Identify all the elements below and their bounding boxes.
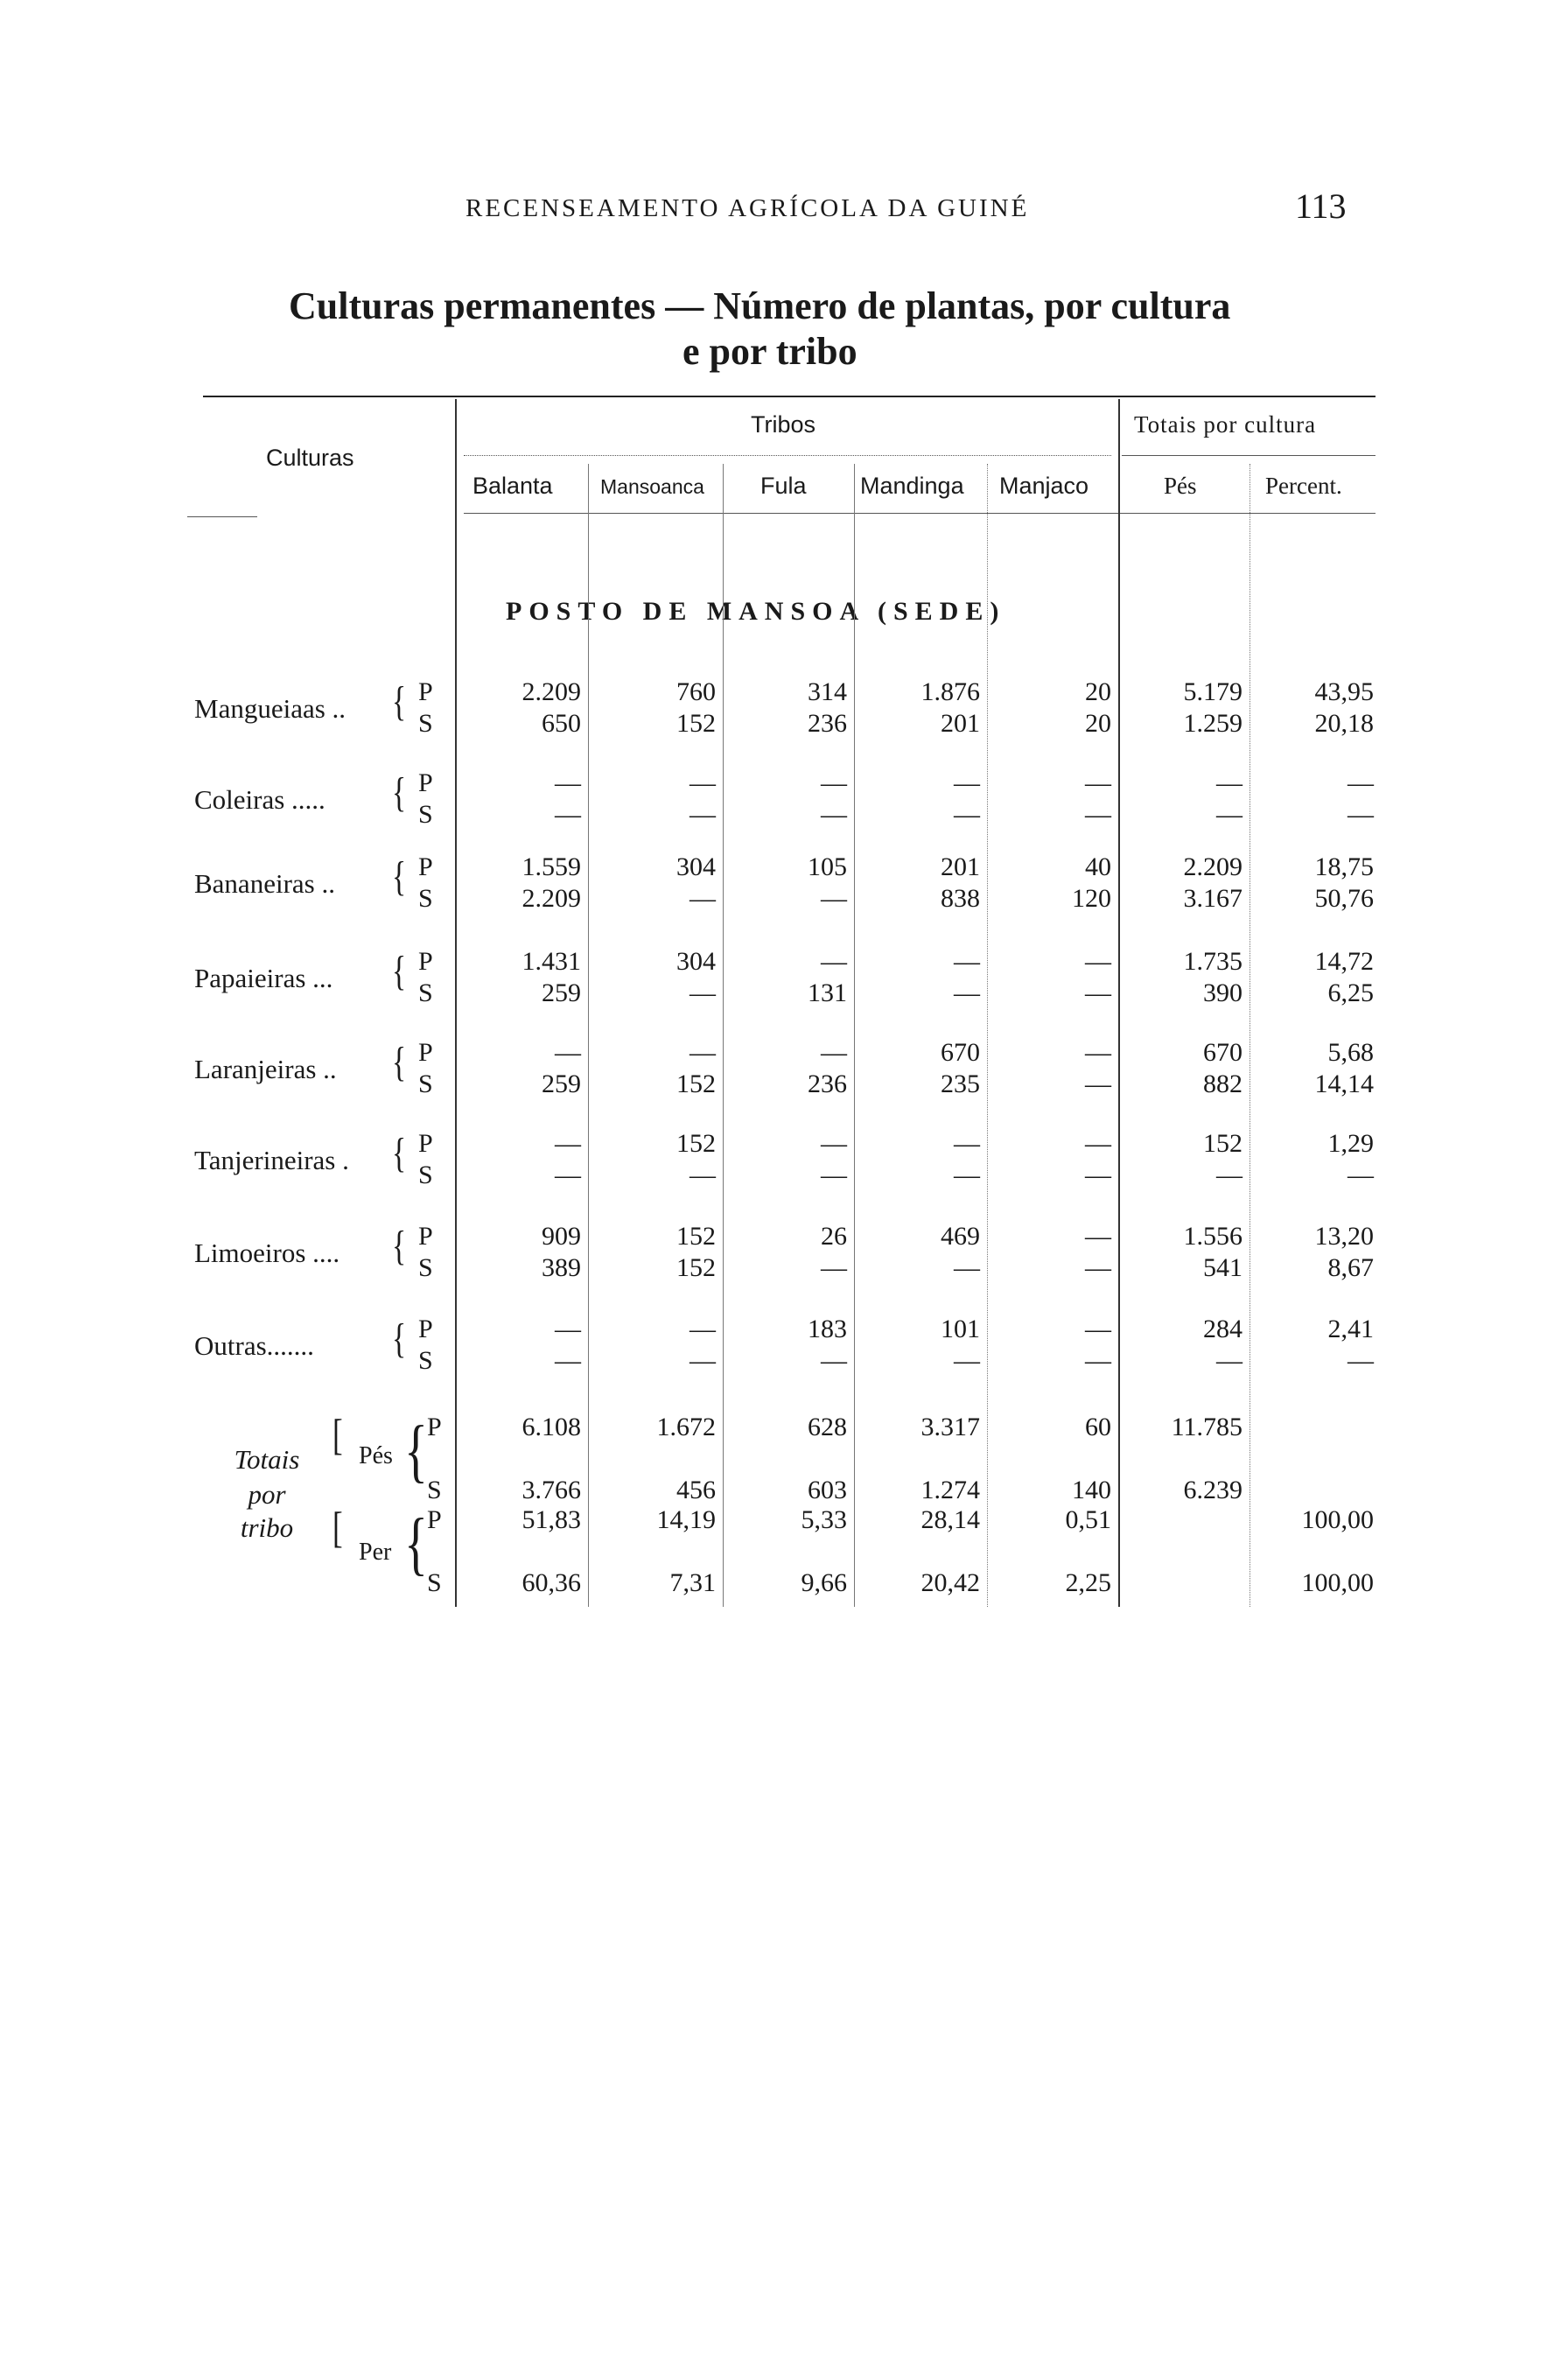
cell-s: — bbox=[954, 800, 980, 829]
row-brace: { bbox=[392, 948, 407, 994]
cell-p: 1.431 bbox=[522, 947, 581, 976]
totals-letter-s: S bbox=[427, 1476, 442, 1504]
cell-p: — bbox=[1085, 1038, 1111, 1067]
cell-p: 1.735 bbox=[1183, 947, 1242, 976]
row-letter-s: S bbox=[418, 709, 433, 738]
cell-p: — bbox=[1085, 1129, 1111, 1158]
cell-p: 40 bbox=[1085, 852, 1111, 881]
cell-p: 1.876 bbox=[920, 677, 980, 706]
cell-s: — bbox=[1085, 978, 1111, 1007]
divider-balanta bbox=[588, 464, 589, 1607]
culturas-underline bbox=[187, 516, 257, 517]
row-brace: { bbox=[392, 1130, 407, 1176]
cell-s: 235 bbox=[941, 1069, 980, 1098]
cell-p: — bbox=[690, 1038, 716, 1067]
cell-p: 909 bbox=[542, 1222, 581, 1251]
cell-s: — bbox=[1085, 800, 1111, 829]
cell-s: — bbox=[555, 1160, 581, 1189]
cell-p: 314 bbox=[808, 677, 847, 706]
cell-s: 201 bbox=[941, 709, 980, 738]
row-label: Outras....... bbox=[194, 1330, 314, 1361]
cell-p: — bbox=[1085, 1222, 1111, 1251]
row-letter-p: P bbox=[418, 768, 433, 797]
totals-label-3: tribo bbox=[240, 1512, 294, 1543]
cell-s: 259 bbox=[542, 1069, 581, 1098]
col-mandinga: Mandinga bbox=[860, 473, 964, 499]
pes-label: Pés bbox=[359, 1442, 393, 1469]
row-brace: { bbox=[392, 1039, 407, 1085]
cell-s: — bbox=[1348, 800, 1374, 829]
cell-s: — bbox=[1085, 1069, 1111, 1098]
row-letter-s: S bbox=[418, 1346, 433, 1375]
cell-s: — bbox=[954, 1253, 980, 1282]
table-title-line1: Culturas permanentes — Número de plantas, por cultura bbox=[289, 284, 1231, 327]
cell-p: 670 bbox=[941, 1038, 980, 1067]
culturas-header: Culturas bbox=[266, 445, 354, 471]
cell-p: 1.559 bbox=[522, 852, 581, 881]
cell-s: 131 bbox=[808, 978, 847, 1007]
cell-s: 50,76 bbox=[1314, 884, 1374, 913]
cell-p: — bbox=[1085, 768, 1111, 797]
cell-p: — bbox=[555, 768, 581, 797]
col-percent: Percent. bbox=[1265, 473, 1342, 499]
totals-cell: 28,14 bbox=[920, 1505, 980, 1534]
cell-s: — bbox=[1085, 1253, 1111, 1282]
page-number: 113 bbox=[1295, 186, 1347, 226]
cell-p: 183 bbox=[808, 1315, 847, 1343]
totals-cell: 14,19 bbox=[656, 1505, 716, 1534]
row-letter-s: S bbox=[418, 1069, 433, 1098]
row-letter-p: P bbox=[418, 677, 433, 706]
cell-p: 469 bbox=[941, 1222, 980, 1251]
cell-s: — bbox=[690, 978, 716, 1007]
cell-p: 43,95 bbox=[1314, 677, 1374, 706]
row-label: Papaieiras ... bbox=[194, 963, 333, 993]
cell-s: 20,18 bbox=[1314, 709, 1374, 738]
cell-s: 14,14 bbox=[1314, 1069, 1374, 1098]
totals-cell: 60,36 bbox=[522, 1568, 581, 1597]
cell-s: — bbox=[821, 1160, 847, 1189]
cell-s: — bbox=[690, 884, 716, 913]
cell-s: 259 bbox=[542, 978, 581, 1007]
cell-p: 152 bbox=[1203, 1129, 1242, 1158]
row-brace: { bbox=[392, 853, 407, 900]
cell-s: — bbox=[821, 1253, 847, 1282]
cell-p: 304 bbox=[676, 852, 716, 881]
row-letter-p: P bbox=[418, 1038, 433, 1067]
top-rule bbox=[203, 396, 1376, 397]
cell-p: 152 bbox=[676, 1129, 716, 1158]
totals-cell: 2,25 bbox=[1065, 1568, 1111, 1597]
totals-cell: 140 bbox=[1072, 1476, 1111, 1504]
cell-p: — bbox=[690, 1315, 716, 1343]
section-title: POSTO DE MANSOA (SEDE) bbox=[506, 597, 1006, 626]
row-letter-s: S bbox=[418, 1160, 433, 1189]
divider-fula bbox=[854, 464, 855, 1607]
cell-s: 152 bbox=[676, 709, 716, 738]
tribos-header: Tribos bbox=[751, 411, 816, 438]
col-fula: Fula bbox=[760, 473, 807, 499]
cell-p: — bbox=[690, 768, 716, 797]
totais-rule bbox=[1122, 455, 1376, 456]
cell-p: — bbox=[1085, 1315, 1111, 1343]
cell-s: — bbox=[555, 800, 581, 829]
tribos-rule bbox=[464, 455, 1111, 456]
cell-p: — bbox=[555, 1038, 581, 1067]
row-letter-p: P bbox=[418, 1129, 433, 1158]
cell-p: — bbox=[1348, 768, 1374, 797]
cell-s: 390 bbox=[1203, 978, 1242, 1007]
row-label: Mangueiaas .. bbox=[194, 693, 346, 724]
col-pes: Pés bbox=[1164, 473, 1197, 499]
cell-p: 670 bbox=[1203, 1038, 1242, 1067]
cell-p: 18,75 bbox=[1314, 852, 1374, 881]
totals-outer-brace: [ bbox=[332, 1410, 343, 1459]
totais-header: Totais por cultura bbox=[1134, 411, 1317, 438]
cell-p: — bbox=[821, 1129, 847, 1158]
col-manjaco: Manjaco bbox=[999, 473, 1089, 499]
cell-s: — bbox=[1348, 1346, 1374, 1375]
row-label: Tanjerineiras . bbox=[194, 1145, 349, 1175]
row-label: Limoeiros .... bbox=[194, 1238, 340, 1268]
cell-s: — bbox=[1348, 1160, 1374, 1189]
cell-s: 882 bbox=[1203, 1069, 1242, 1098]
totals-outer-brace-low: [ bbox=[332, 1503, 343, 1552]
cell-s: — bbox=[555, 1346, 581, 1375]
divider-mandinga bbox=[987, 464, 988, 1607]
cell-s: — bbox=[821, 884, 847, 913]
cell-s: — bbox=[1085, 1160, 1111, 1189]
cell-s: — bbox=[690, 1160, 716, 1189]
totals-cell: 60 bbox=[1085, 1413, 1111, 1441]
cell-s: — bbox=[690, 800, 716, 829]
divider-mansoanca bbox=[723, 464, 724, 1607]
cell-p: 2.209 bbox=[1183, 852, 1242, 881]
totals-letter-p: P bbox=[427, 1413, 442, 1441]
row-letter-p: P bbox=[418, 1315, 433, 1343]
cell-s: 152 bbox=[676, 1069, 716, 1098]
cell-p: 101 bbox=[941, 1315, 980, 1343]
cell-p: 201 bbox=[941, 852, 980, 881]
totals-cell: 1.274 bbox=[920, 1476, 980, 1504]
cell-p: — bbox=[954, 1129, 980, 1158]
row-letter-s: S bbox=[418, 884, 433, 913]
cell-s: — bbox=[1216, 800, 1242, 829]
cell-p: 2,41 bbox=[1327, 1315, 1374, 1343]
cell-s: 1.259 bbox=[1183, 709, 1242, 738]
totals-cell: 11.785 bbox=[1171, 1413, 1242, 1441]
cell-p: 105 bbox=[808, 852, 847, 881]
per-brace: { bbox=[404, 1505, 428, 1582]
row-letter-s: S bbox=[418, 800, 433, 829]
cell-p: 26 bbox=[821, 1222, 847, 1251]
totals-cell: 603 bbox=[808, 1476, 847, 1504]
cell-s: — bbox=[1085, 1346, 1111, 1375]
cell-p: 13,20 bbox=[1314, 1222, 1374, 1251]
cell-p: — bbox=[821, 1038, 847, 1067]
subheader-rule bbox=[464, 513, 1376, 514]
cell-p: — bbox=[1085, 947, 1111, 976]
pes-brace: { bbox=[404, 1413, 428, 1490]
totals-cell: 7,31 bbox=[669, 1568, 716, 1597]
cell-s: — bbox=[821, 800, 847, 829]
totals-cell: 9,66 bbox=[801, 1568, 847, 1597]
row-letter-p: P bbox=[418, 947, 433, 976]
row-label: Laranjeiras .. bbox=[194, 1054, 337, 1084]
cell-p: 284 bbox=[1203, 1315, 1242, 1343]
table-title-line2: e por tribo bbox=[682, 330, 858, 373]
cell-p: 2.209 bbox=[522, 677, 581, 706]
cell-p: 5.179 bbox=[1183, 677, 1242, 706]
totals-label-1: Totais bbox=[234, 1444, 300, 1475]
cell-s: — bbox=[1216, 1160, 1242, 1189]
row-label: Bananeiras .. bbox=[194, 868, 335, 899]
cell-s: 20 bbox=[1085, 709, 1111, 738]
totals-cell: 6.239 bbox=[1183, 1476, 1242, 1504]
cell-p: — bbox=[954, 768, 980, 797]
cell-p: 760 bbox=[676, 677, 716, 706]
totals-cell: 20,42 bbox=[920, 1568, 980, 1597]
cell-p: — bbox=[1216, 768, 1242, 797]
row-brace: { bbox=[392, 1223, 407, 1269]
cell-p: 152 bbox=[676, 1222, 716, 1251]
totals-letter-s: S bbox=[427, 1568, 442, 1597]
cell-p: 14,72 bbox=[1314, 947, 1374, 976]
totals-cell: 51,83 bbox=[522, 1505, 581, 1534]
totals-letter-p: P bbox=[427, 1505, 442, 1534]
totals-cell: 3.317 bbox=[920, 1413, 980, 1441]
row-letter-s: S bbox=[418, 978, 433, 1007]
cell-s: — bbox=[954, 1160, 980, 1189]
totals-cell: 100,00 bbox=[1301, 1568, 1374, 1597]
cell-s: 6,25 bbox=[1327, 978, 1374, 1007]
running-title: RECENSEAMENTO AGRÍCOLA DA GUINÉ bbox=[466, 194, 1030, 222]
row-brace: { bbox=[392, 769, 407, 816]
totals-cell: 628 bbox=[808, 1413, 847, 1441]
cell-p: — bbox=[954, 947, 980, 976]
cell-s: — bbox=[1216, 1346, 1242, 1375]
col-mansoanca: Mansoanca bbox=[600, 475, 704, 498]
totals-cell: 456 bbox=[676, 1476, 716, 1504]
row-letter-p: P bbox=[418, 1222, 433, 1251]
cell-s: 236 bbox=[808, 709, 847, 738]
cell-s: — bbox=[954, 1346, 980, 1375]
cell-s: — bbox=[690, 1346, 716, 1375]
row-brace: { bbox=[392, 678, 407, 725]
cell-p: 1.556 bbox=[1183, 1222, 1242, 1251]
col-balanta: Balanta bbox=[472, 473, 553, 499]
cell-s: 838 bbox=[941, 884, 980, 913]
cell-p: 5,68 bbox=[1327, 1038, 1374, 1067]
totals-cell: 0,51 bbox=[1065, 1505, 1111, 1534]
row-brace: { bbox=[392, 1315, 407, 1362]
per-label: Per bbox=[359, 1539, 392, 1566]
cell-p: — bbox=[555, 1315, 581, 1343]
row-letter-s: S bbox=[418, 1253, 433, 1282]
cell-p: 1,29 bbox=[1327, 1129, 1374, 1158]
totals-cell: 6.108 bbox=[522, 1413, 581, 1441]
cell-s: 120 bbox=[1072, 884, 1111, 913]
cell-s: 389 bbox=[542, 1253, 581, 1282]
cell-s: 650 bbox=[542, 709, 581, 738]
cell-s: 8,67 bbox=[1327, 1253, 1374, 1282]
divider-culturas bbox=[455, 399, 457, 1607]
cell-p: 304 bbox=[676, 947, 716, 976]
totals-cell: 100,00 bbox=[1301, 1505, 1374, 1534]
cell-s: 236 bbox=[808, 1069, 847, 1098]
cell-p: 20 bbox=[1085, 677, 1111, 706]
totals-cell: 3.766 bbox=[522, 1476, 581, 1504]
cell-s: 3.167 bbox=[1183, 884, 1242, 913]
cell-p: — bbox=[821, 947, 847, 976]
cell-s: 541 bbox=[1203, 1253, 1242, 1282]
cell-p: — bbox=[555, 1129, 581, 1158]
row-letter-p: P bbox=[418, 852, 433, 881]
cell-s: 2.209 bbox=[522, 884, 581, 913]
totals-label-2: por bbox=[248, 1479, 286, 1510]
cell-p: — bbox=[821, 768, 847, 797]
cell-s: — bbox=[954, 978, 980, 1007]
totals-cell: 1.672 bbox=[656, 1413, 716, 1441]
row-label: Coleiras ..... bbox=[194, 784, 326, 815]
cell-s: 152 bbox=[676, 1253, 716, 1282]
cell-s: — bbox=[821, 1346, 847, 1375]
divider-tribos-totais bbox=[1118, 399, 1120, 1607]
totals-cell: 5,33 bbox=[801, 1505, 847, 1534]
